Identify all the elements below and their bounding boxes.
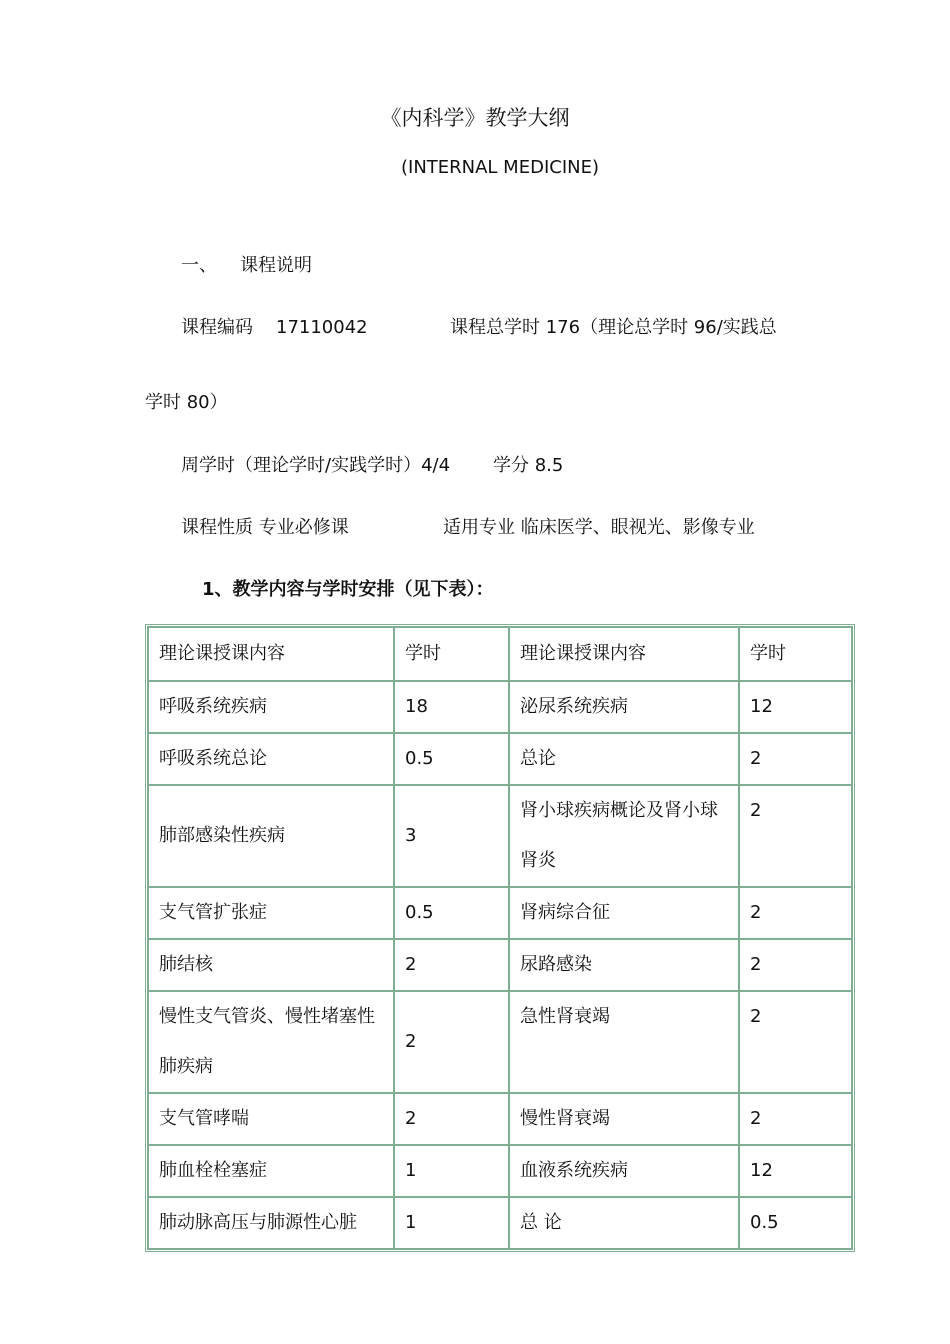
table-cell: 1: [394, 1197, 509, 1249]
table-cell: 支气管哮喘: [148, 1093, 394, 1145]
table-cell: 1: [394, 1145, 509, 1197]
table-cell: 12: [739, 681, 852, 733]
table-cell: 12: [739, 1145, 852, 1197]
applicable-majors: 适用专业 临床医学、眼视光、影像专业: [443, 517, 755, 538]
table-header-cell: 学时: [394, 627, 509, 681]
subsection-title: 1、教学内容与学时安排（见下表）：: [202, 579, 494, 600]
table-cell: 2: [394, 939, 509, 991]
table-cell: 血液系统疾病: [509, 1145, 739, 1197]
table-cell: 18: [394, 681, 509, 733]
table-cell: 呼吸系统疾病: [148, 681, 394, 733]
table-cell: 2: [739, 991, 852, 1093]
table-cell: 2: [739, 1093, 852, 1145]
course-code-value: 17110042: [276, 317, 368, 338]
table-cell: 慢性肾衰竭: [509, 1093, 739, 1145]
table-cell: 2: [739, 785, 852, 887]
table-cell: 尿路感染: [509, 939, 739, 991]
table-row: [148, 1197, 852, 1249]
total-hours-line2: 学时 80）: [145, 392, 228, 413]
credits: 学分 8.5: [493, 455, 564, 476]
table-cell: 2: [394, 991, 509, 1093]
table-row: [148, 991, 852, 1093]
table-cell: 肺结核: [148, 939, 394, 991]
table-cell: 肾小球疾病概论及肾小球肾炎: [509, 785, 739, 887]
document-title: 《内科学》教学大纲: [380, 106, 570, 130]
table-cell: 呼吸系统总论: [148, 733, 394, 785]
table-cell: 急性肾衰竭: [509, 991, 739, 1093]
table-cell: 肺动脉高压与肺源性心脏: [148, 1197, 394, 1249]
table-cell: 2: [739, 887, 852, 939]
table-header-cell: 理论课授课内容: [148, 627, 394, 681]
table-cell: 肺部感染性疾病: [148, 785, 394, 887]
document-subtitle: (INTERNAL MEDICINE): [400, 157, 599, 178]
table-cell: 0.5: [739, 1197, 852, 1249]
table-cell: 0.5: [394, 733, 509, 785]
table-cell: 支气管扩张症: [148, 887, 394, 939]
table-row: [148, 681, 852, 733]
table-cell: 2: [739, 939, 852, 991]
table-cell: 0.5: [394, 887, 509, 939]
table-row: [148, 733, 852, 785]
table-row: [148, 887, 852, 939]
table-row: [148, 1145, 852, 1197]
table-header-row: [148, 627, 852, 681]
course-nature: 课程性质 专业必修课: [181, 517, 349, 538]
table-header-cell: 理论课授课内容: [509, 627, 739, 681]
table-row: [148, 785, 852, 887]
table-cell: 肾病综合征: [509, 887, 739, 939]
total-hours-line1: 课程总学时 176（理论总学时 96/实践总: [450, 317, 777, 338]
table-row: [148, 1093, 852, 1145]
table-cell: 总论: [509, 733, 739, 785]
table-header-cell: 学时: [739, 627, 852, 681]
table-cell: 2: [739, 733, 852, 785]
table-cell: 总 论: [509, 1197, 739, 1249]
table-cell: 3: [394, 785, 509, 887]
table-row: [148, 939, 852, 991]
section-number: 一、: [181, 255, 217, 276]
table-cell: 泌尿系统疾病: [509, 681, 739, 733]
course-code-label: 课程编码: [181, 317, 253, 338]
hours-table: [145, 624, 855, 1252]
table-cell: 2: [394, 1093, 509, 1145]
table-cell: 慢性支气管炎、慢性堵塞性肺疾病: [148, 991, 394, 1093]
weekly-hours: 周学时（理论学时/实践学时）4/4: [181, 455, 451, 476]
table-cell: 肺血栓栓塞症: [148, 1145, 394, 1197]
section-label: 课程说明: [240, 255, 312, 276]
